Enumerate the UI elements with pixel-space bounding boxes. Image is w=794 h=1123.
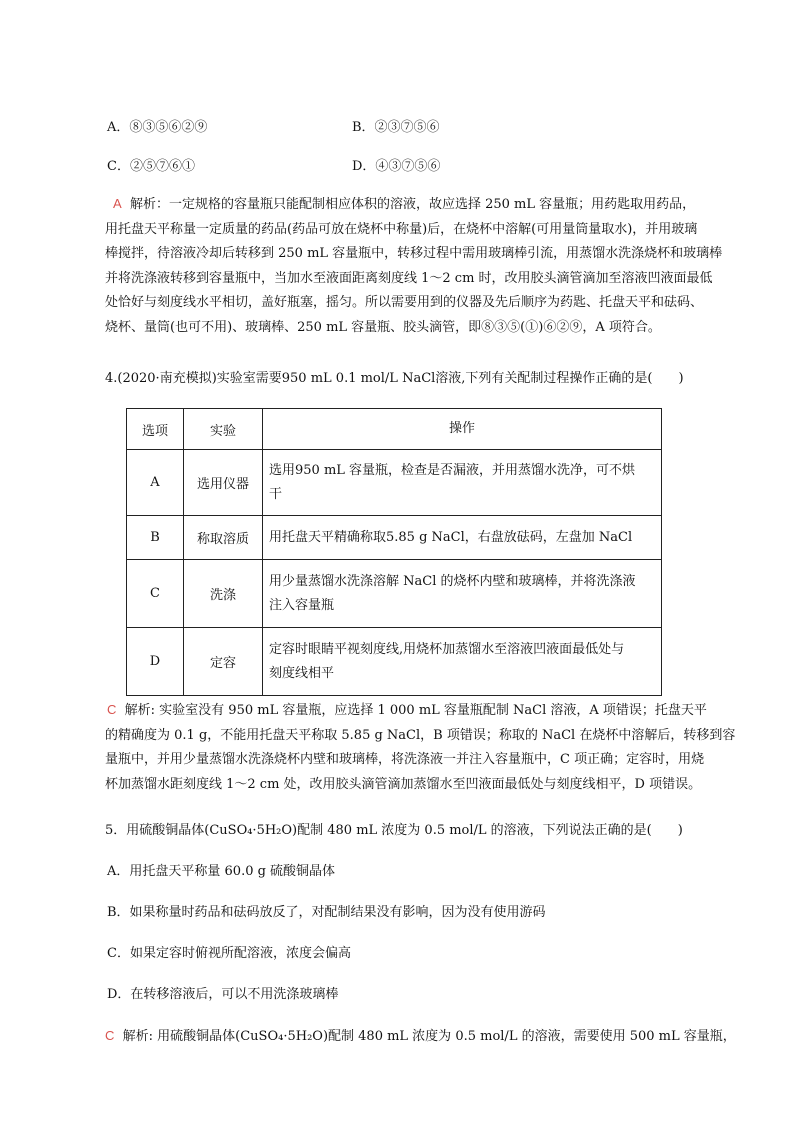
row-option: C <box>127 560 184 628</box>
table-row <box>127 628 662 696</box>
row-operation: 用托盘天平精确称取5.85 g NaCl，右盘放砝码，左盘加 NaCl <box>263 516 662 560</box>
q5-option-d: D．在转移溶液后，可以不用洗涤玻璃棒 <box>107 987 339 1002</box>
question-4-stem: 4.(2020·南充模拟)实验室需要950 mL 0.1 mol/L NaCl溶液,下列有关配制过程操作正确的是( ) <box>105 371 684 386</box>
row-experiment: 称取溶质 <box>184 516 263 560</box>
q5-analysis: C 解析: 用硫酸铜晶体(CuSO₄·5H₂O)配制 480 mL 浓度为 0.5 mol/L 的溶液，需要使用 500 mL 容量瓶， <box>105 1028 736 1044</box>
q5-option-b: B．如果称量时药品和砝码放反了，对配制结果没有影响，因为没有使用游码 <box>107 905 546 920</box>
option-b: B．②③⑦⑤⑥ <box>352 120 440 135</box>
operations-table <box>126 408 662 696</box>
row-option: A <box>127 450 184 516</box>
row-option: B <box>127 516 184 560</box>
table-header-row <box>127 409 662 450</box>
answer-letter: C <box>105 1028 115 1043</box>
q3-analysis: A 解析：一定规格的容量瓶只能配制相应体积的溶液，故应选择 250 mL 容量瓶；用药匙取用药品， 用托盘天平称量一定质量的药品(药品可放在烧杯中称量)后，在烧杯中溶解(可用量筒量取水)，并用玻璃 棒搅拌，待溶液冷却后转移到 250 mL 容量瓶中，转移过程中需用玻璃棒引流，用蒸馏水洗涤烧杯和玻璃棒 并将洗涤液转移到容量瓶中，当加水至液面距离刻度线 1～2 cm 时，改用胶头滴管滴加至溶液凹液面最低 处恰好与刻度线水平相切，盖好瓶塞，摇匀。所以需要用到的仪器及先后顺序为药匙、托盘天平和砝码、 烧杯、量筒(也可不用)、玻璃棒、250 mL 容量瓶、胶头滴管，即⑧③⑤(①)⑥②⑨，A 项符合。 <box>105 196 723 335</box>
table-row <box>127 516 662 560</box>
row-operation: 选用950 mL 容量瓶，检查是否漏液，并用蒸馏水洗净，可不烘 干 <box>263 450 662 516</box>
table-row <box>127 560 662 628</box>
header-option: 选项 <box>127 409 184 450</box>
q5-option-c: C．如果定容时俯视所配溶液，浓度会偏高 <box>107 946 351 961</box>
row-operation: 定容时眼睛平视刻度线,用烧杯加蒸馏水至溶液凹液面最低处与 刻度线相平 <box>263 628 662 696</box>
table-row <box>127 450 662 516</box>
question-5-stem: 5．用硫酸铜晶体(CuSO₄·5H₂O)配制 480 mL 浓度为 0.5 mol/L 的溶液，下列说法正确的是( ) <box>105 823 683 838</box>
option-c: C．②⑤⑦⑥① <box>107 159 195 174</box>
q5-option-a: A．用托盘天平称量 60.0 g 硫酸铜晶体 <box>107 864 336 879</box>
row-experiment: 选用仪器 <box>184 450 263 516</box>
option-a: A．⑧③⑤⑥②⑨ <box>107 120 208 135</box>
q4-analysis: C 解析: 实验室没有 950 mL 容量瓶，应选择 1 000 mL 容量瓶配制 NaCl 溶液，A 项错误；托盘天平 的精确度为 0.1 g，不能用托盘天平称取 5.85 g NaCl，B 项错误；称取的 NaCl 在烧杯中溶解后，转移到容 量瓶中，并用少量蒸馏水洗涤烧杯内壁和玻璃棒，将洗涤液一并注入容量瓶中，C 项正确；定容时，用烧 杯加蒸馏水距刻度线 1～2 cm 处，改用胶头滴管滴加蒸馏水至凹液面最低处与刻度线相平，D 项错误。 <box>105 702 736 792</box>
option-d: D．④③⑦⑤⑥ <box>352 159 441 174</box>
answer-letter: A <box>113 196 122 211</box>
row-operation: 用少量蒸馏水洗涤溶解 NaCl 的烧杯内壁和玻璃棒，并将洗涤液 注入容量瓶 <box>263 560 662 628</box>
header-experiment: 实验 <box>184 409 263 450</box>
row-experiment: 定容 <box>184 628 263 696</box>
header-operation: 操作 <box>263 409 662 450</box>
row-experiment: 洗涤 <box>184 560 263 628</box>
row-option: D <box>127 628 184 696</box>
answer-letter: C <box>107 702 117 717</box>
